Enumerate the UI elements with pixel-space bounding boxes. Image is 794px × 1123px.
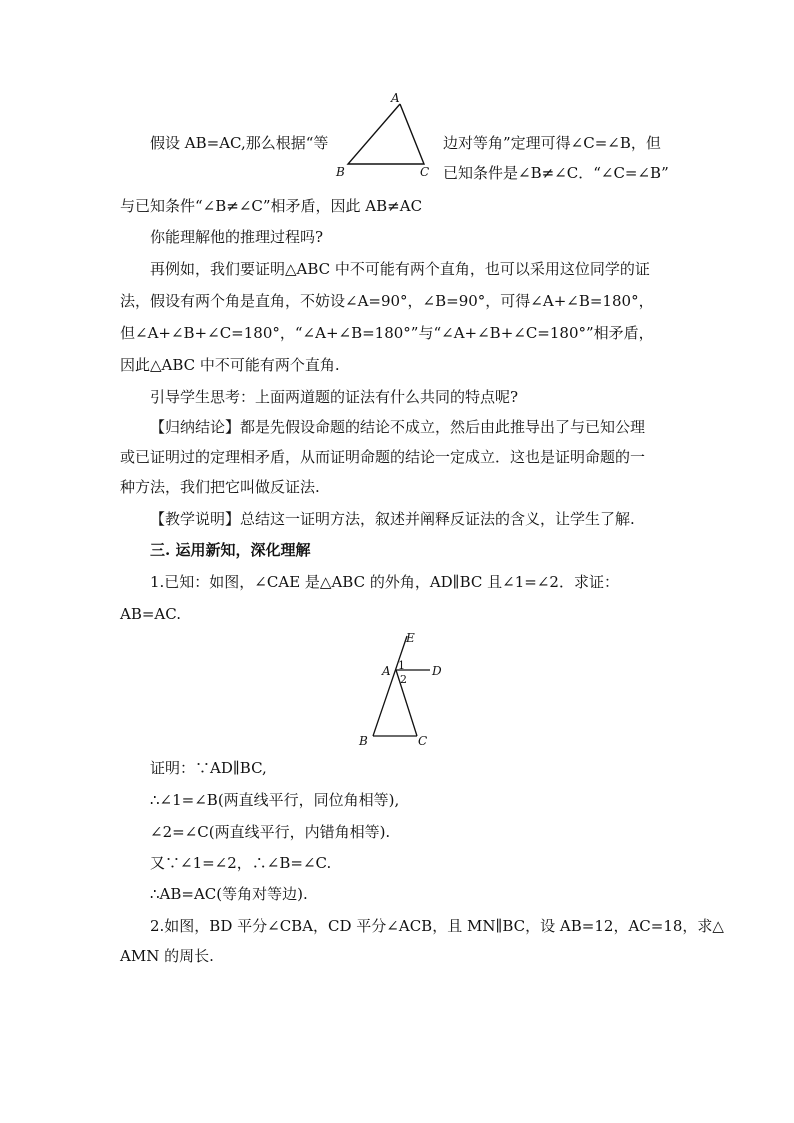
label-a: A bbox=[391, 91, 400, 105]
problem2-line1: 2.如图，BD 平分∠CBA，CD 平分∠ACB，且 MN∥BC，设 AB=12，AC=18，求△ bbox=[150, 917, 724, 935]
example-line2: 法，假设有两个角是直角，不妨设∠A=90°，∠B=90°，可得∠A+∠B=180°， bbox=[120, 292, 654, 310]
label-c: C bbox=[420, 165, 430, 179]
intro-line1-left: 假设 AB=AC,那么根据“等 bbox=[150, 134, 329, 152]
intro-line3: 与已知条件“∠B≠∠C”相矛盾，因此 AB≠AC bbox=[120, 197, 423, 215]
proof-line1: 证明：∵AD∥BC, bbox=[150, 759, 267, 777]
section-title: 三. 运用新知，深化理解 bbox=[150, 541, 311, 559]
teaching-note: 【教学说明】总结这一证明方法，叙述并阐释反证法的含义，让学生了解. bbox=[150, 510, 635, 528]
problem1-line1: 1.已知：如图，∠CAE 是△ABC 的外角，AD∥BC 且∠1=∠2．求证： bbox=[150, 573, 619, 591]
label-a: A bbox=[382, 664, 391, 678]
summary-line2: 或已证明过的定理相矛盾，从而证明命题的结论一定成立．这也是证明命题的一 bbox=[120, 448, 646, 466]
label-b: B bbox=[359, 734, 368, 748]
proof-line2: ∴∠1=∠B(两直线平行，同位角相等), bbox=[150, 791, 400, 809]
problem2-line2: AMN 的周长. bbox=[120, 947, 214, 965]
intro-line1-right: 边对等角”定理可得∠C=∠B，但 bbox=[443, 134, 661, 152]
intro-line2-right: 已知条件是∠B≠∠C．“∠C=∠B” bbox=[443, 164, 669, 182]
label-c: C bbox=[418, 734, 428, 748]
line-ae bbox=[373, 636, 407, 736]
proof-line5: ∴AB=AC(等角对等边). bbox=[150, 885, 308, 903]
example-line3: 但∠A+∠B+∠C=180°，“∠A+∠B=180°”与“∠A+∠B+∠C=180°”相矛盾， bbox=[120, 324, 654, 342]
question-line: 你能理解他的推理过程吗? bbox=[150, 228, 324, 246]
label-1: 1 bbox=[398, 659, 405, 672]
triangle-abc-outline bbox=[348, 104, 424, 164]
triangle-figure-2 bbox=[350, 628, 460, 750]
proof-line3: ∠2=∠C(两直线平行，内错角相等). bbox=[150, 823, 391, 841]
summary-line3: 种方法，我们把它叫做反证法. bbox=[120, 478, 320, 496]
label-2: 2 bbox=[400, 673, 407, 686]
label-d: D bbox=[432, 664, 442, 678]
proof-line4: 又∵∠1=∠2，∴∠B=∠C. bbox=[150, 854, 332, 872]
label-e: E bbox=[406, 631, 415, 645]
label-b: B bbox=[336, 165, 345, 179]
example-line4: 因此△ABC 中不可能有两个直角. bbox=[120, 356, 340, 374]
problem1-line2: AB=AC. bbox=[120, 605, 181, 623]
guide-line: 引导学生思考：上面两道题的证法有什么共同的特点呢? bbox=[150, 388, 519, 406]
triangle-figure-1 bbox=[330, 90, 440, 185]
example-line1: 再例如，我们要证明△ABC 中不可能有两个直角，也可以采用这位同学的证 bbox=[150, 260, 650, 278]
summary-line1: 【归纳结论】都是先假设命题的结论不成立，然后由此推导出了与已知公理 bbox=[150, 418, 646, 436]
